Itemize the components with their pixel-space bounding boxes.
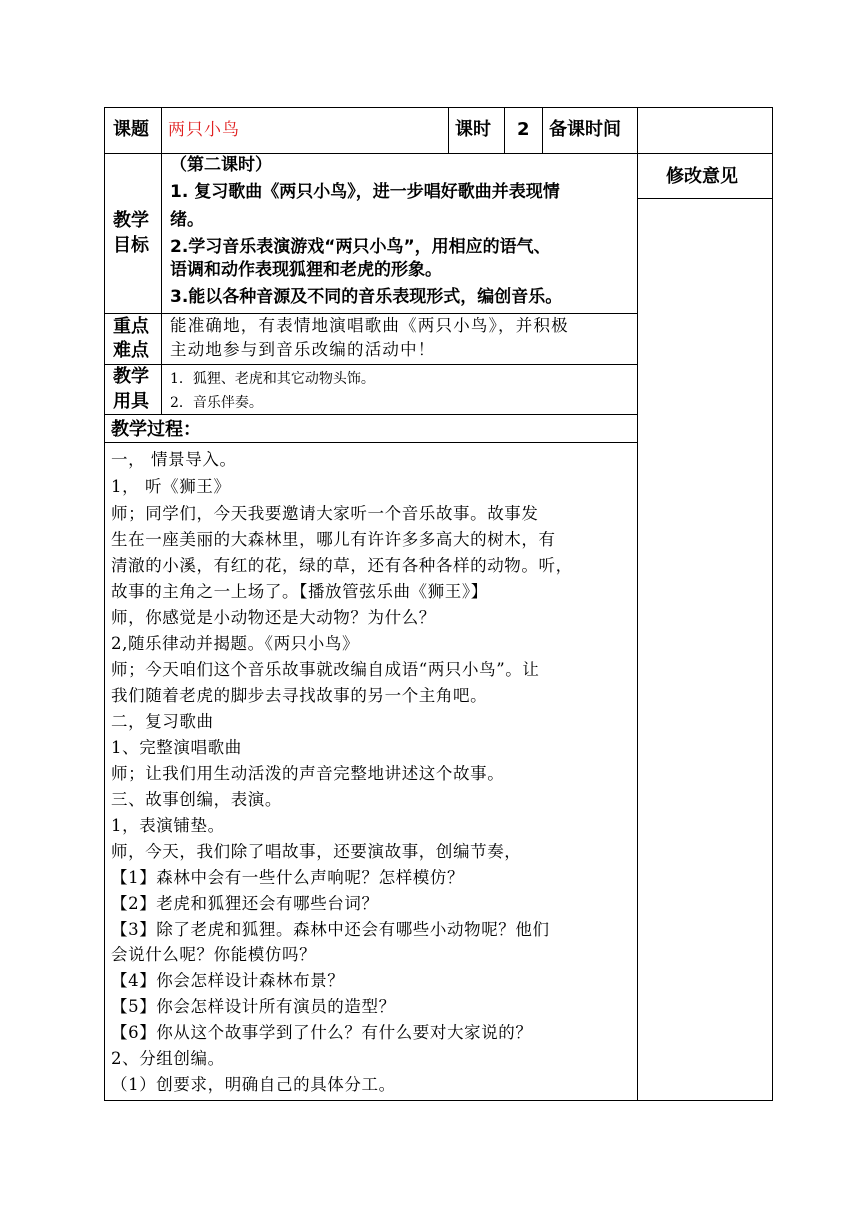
topic-value: 两只小鸟 — [168, 120, 240, 140]
objectives-label-line2: 目标 — [113, 235, 149, 256]
keypoints-label-line2: 难点 — [113, 340, 149, 361]
keypoints-line: 主动地参与到音乐改编的活动中！ — [170, 340, 436, 359]
process-line: 一， 情景导入。 — [111, 450, 237, 469]
process-line: 师，你感觉是小动物还是大动物？为什么？ — [111, 608, 436, 627]
process-line: 三、故事创编，表演。 — [111, 790, 282, 809]
process-line: 1、完整演唱歌曲 — [111, 738, 242, 757]
objectives-line: 绪。 — [170, 210, 204, 230]
objectives-line: 1. 复习歌曲《两只小鸟》，进一步唱好歌曲并表现情 — [170, 182, 560, 202]
table-border-top — [104, 107, 773, 108]
process-line: 清澈的小溪，有红的花，绿的草，还有各种各样的动物。听， — [111, 556, 573, 575]
objectives-line: 3.能以各种音源及不同的音乐表现形式，编创音乐。 — [170, 287, 563, 307]
process-line: 师；同学们，今天我要邀请大家听一个音乐故事。故事发 — [111, 504, 539, 523]
process-label: 教学过程： — [111, 419, 201, 440]
keypoints-row-divider — [104, 364, 637, 365]
tools-row-divider — [104, 414, 637, 415]
period-label: 课时 — [455, 119, 491, 140]
objectives-label-line1: 教学 — [113, 210, 149, 231]
tools-line: 2．音乐伴奏。 — [170, 395, 263, 411]
process-line: （1）创要求，明确自己的具体分工。 — [111, 1075, 396, 1094]
process-line: 【6】你从这个故事学到了什么？有什么要对大家说的？ — [111, 1023, 533, 1042]
process-line: 1，表演铺垫。 — [111, 816, 225, 835]
tools-line: 1．狐狸、老虎和其它动物头饰。 — [170, 371, 375, 387]
topic-label: 课题 — [113, 119, 149, 140]
process-line: 【1】森林中会有一些什么声响呢？怎样模仿？ — [111, 868, 465, 887]
prep-time-label: 备课时间 — [549, 119, 621, 140]
tools-label-line1: 教学 — [113, 366, 149, 387]
period-value: 2 — [517, 119, 530, 140]
tools-label-line2: 用具 — [113, 391, 149, 412]
main-revision-divider — [637, 107, 638, 1101]
process-line: 【3】除了老虎和狐狸。森林中还会有哪些小动物呢？他们 — [111, 920, 550, 939]
process-line: 会说什么呢？你能模仿吗？ — [111, 945, 317, 964]
process-line: 2、分组创编。 — [111, 1049, 225, 1068]
table-border-left — [104, 107, 105, 1101]
process-line: 【4】你会怎样设计森林布景？ — [111, 971, 345, 990]
revision-label: 修改意见 — [666, 166, 738, 187]
revision-label-divider — [637, 198, 773, 199]
objectives-line: （第二课时） — [170, 155, 272, 175]
process-line: 我们随着老虎的脚步去寻找故事的另一个主角吧。 — [111, 686, 488, 705]
process-line: 生在一座美丽的大森林里，哪儿有许许多多高大的树木，有 — [111, 530, 556, 549]
objectives-row-divider — [104, 313, 637, 314]
period-value-divider-left — [504, 107, 505, 153]
table-border-right — [772, 107, 773, 1101]
process-line: 【2】老虎和狐狸还会有哪些台词？ — [111, 894, 379, 913]
process-line: 故事的主角之一上场了。【播放管弦乐曲《狮王》】 — [111, 582, 488, 601]
label-column-divider — [161, 107, 162, 414]
keypoints-label-line1: 重点 — [113, 316, 149, 337]
header-row-divider — [104, 153, 773, 154]
process-line: 【5】你会怎样设计所有演员的造型？ — [111, 997, 396, 1016]
process-line: 师；今天咱们这个音乐故事就改编自成语“两只小鸟”。让 — [111, 660, 540, 679]
process-line: 师；让我们用生动活泼的声音完整地讲述这个故事。 — [111, 764, 505, 783]
process-line: 2,随乐律动并揭题。《两只小鸟》 — [111, 634, 360, 653]
objectives-line: 语调和动作表现狐狸和老虎的形象。 — [170, 260, 442, 280]
process-label-divider — [104, 442, 637, 443]
process-line: 师，今天，我们除了唱故事，还要演故事，创编节奏， — [111, 842, 522, 861]
process-line: 二，复习歌曲 — [111, 712, 214, 731]
objectives-line: 2.学习音乐表演游戏“两只小鸟”，用相应的语气、 — [170, 237, 551, 257]
table-border-bottom — [104, 1100, 773, 1101]
period-label-divider-left — [448, 107, 449, 153]
process-line: 1， 听《狮王》 — [111, 477, 231, 496]
keypoints-line: 能准确地，有表情地演唱歌曲《两只小鸟》，并积极 — [170, 316, 569, 335]
period-value-divider-right — [542, 107, 543, 153]
